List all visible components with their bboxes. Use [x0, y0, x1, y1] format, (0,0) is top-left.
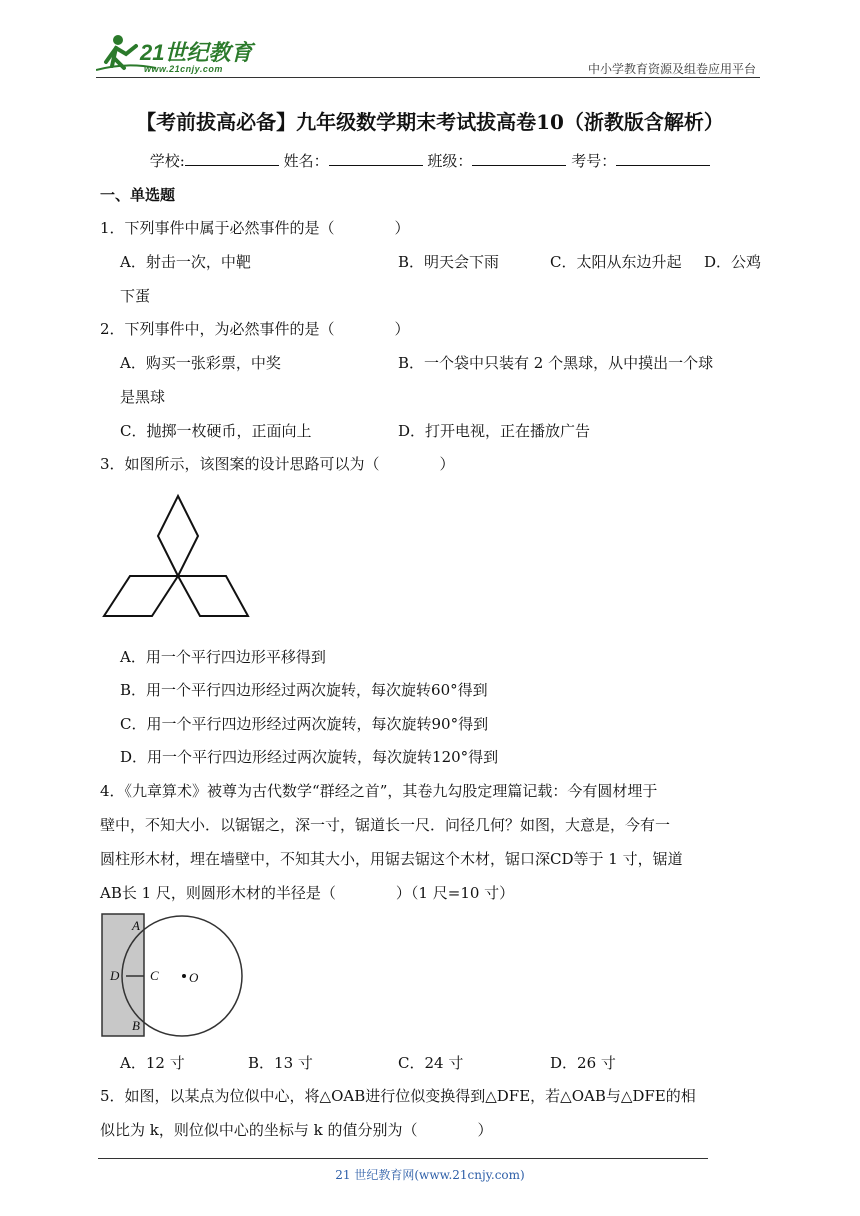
- name-label: 姓名：: [283, 152, 329, 170]
- q3-option-b: B．用一个平行四边形经过两次旋转，每次旋转60°得到: [120, 681, 488, 699]
- class-label: 班级：: [427, 152, 473, 170]
- q4-option-d: D．26 寸: [550, 1054, 616, 1072]
- label-b: B: [132, 1018, 140, 1033]
- school-blank[interactable]: [185, 151, 279, 166]
- q1-option-c: C．太阳从东边升起: [550, 253, 682, 271]
- q2-option-a: A．购买一张彩票，中奖: [120, 354, 281, 372]
- q1-option-b: B．明天会下雨: [398, 253, 500, 271]
- q4-option-b: B．13 寸: [248, 1054, 313, 1072]
- exam-no-label: 考号：: [571, 152, 617, 170]
- q3-stem: 3．如图所示，该图案的设计思路可以为（ ）: [100, 455, 455, 473]
- q1-option-d: D．公鸡: [704, 253, 762, 271]
- section-heading: 一、单选题: [100, 186, 176, 204]
- q4-figure: [100, 910, 250, 1044]
- q3-option-a: A．用一个平行四边形平移得到: [120, 648, 326, 666]
- label-o: O: [189, 970, 199, 985]
- label-d: D: [110, 968, 120, 983]
- q2-option-d: D．打开电视，正在播放广告: [398, 422, 591, 440]
- footer-link[interactable]: 21 世纪教育网(www.21cnjy.com): [335, 1168, 525, 1182]
- label-a: A: [132, 918, 140, 933]
- q2-option-b-cont: 是黑球: [120, 388, 166, 406]
- exam-no-blank[interactable]: [616, 151, 710, 166]
- q4-line1: 4．《九章算术》被尊为古代数学“群经之首”，其卷九勾股定理篇记载：今有圆材埋于: [100, 782, 658, 800]
- q4-line4: AB长 1 尺，则圆形木材的半径是（ ）（1 尺=10 寸）: [100, 884, 515, 902]
- parallelogram-left: [104, 576, 178, 616]
- page-title: 【考前拔高必备】九年级数学期末考试拔高卷10（浙教版含解析）: [136, 110, 724, 134]
- center-point: [182, 974, 186, 978]
- student-info-line: [0, 150, 860, 171]
- logo-text: 21世纪教育: [140, 40, 253, 65]
- q5-line2: 似比为 k，则位似中心的坐标与 k 的值分别为（ ）: [100, 1121, 493, 1139]
- footer-divider: [98, 1158, 708, 1159]
- q3-figure: [100, 492, 250, 624]
- name-blank[interactable]: [329, 151, 423, 166]
- q4-option-c: C．24 寸: [398, 1054, 464, 1072]
- q1-option-d-cont: 下蛋: [120, 287, 151, 305]
- label-c: C: [150, 968, 159, 983]
- school-label: 学校:: [149, 152, 185, 170]
- parallelogram-top: [158, 496, 198, 576]
- q2-stem: 2．下列事件中，为必然事件的是（ ）: [100, 320, 410, 338]
- q4-line3: 圆柱形木材，埋在墙壁中，不知其大小，用锯去锯这个木材，锯口深CD等于 1 寸，锯道: [100, 850, 683, 868]
- q5-line1: 5．如图，以某点为位似中心，将△OAB进行位似变换得到△DFE，若△OAB与△DFE的相: [100, 1087, 696, 1105]
- q4-option-a: A．12 寸: [120, 1054, 185, 1072]
- q1-option-a: A．射击一次，中靶: [120, 253, 251, 271]
- class-blank[interactable]: [472, 151, 566, 166]
- q1-stem: 1．下列事件中属于必然事件的是（ ）: [100, 219, 410, 237]
- platform-label: 中小学教育资源及组卷应用平台: [587, 62, 756, 76]
- q3-option-d: D．用一个平行四边形经过两次旋转，每次旋转120°得到: [120, 748, 499, 766]
- q2-option-c: C．抛掷一枚硬币，正面向上: [120, 422, 312, 440]
- logo-url: www.21cnjy.com: [144, 64, 223, 74]
- parallelogram-right: [178, 576, 248, 616]
- q3-option-c: C．用一个平行四边形经过两次旋转，每次旋转90°得到: [120, 715, 489, 733]
- header-divider: [96, 77, 760, 78]
- q2-option-b: B．一个袋中只装有 2 个黑球，从中摸出一个球: [398, 354, 714, 372]
- q4-line2: 壁中，不知大小．以锯锯之，深一寸，锯道长一尺．问径几何？如图，大意是，今有一: [100, 816, 671, 834]
